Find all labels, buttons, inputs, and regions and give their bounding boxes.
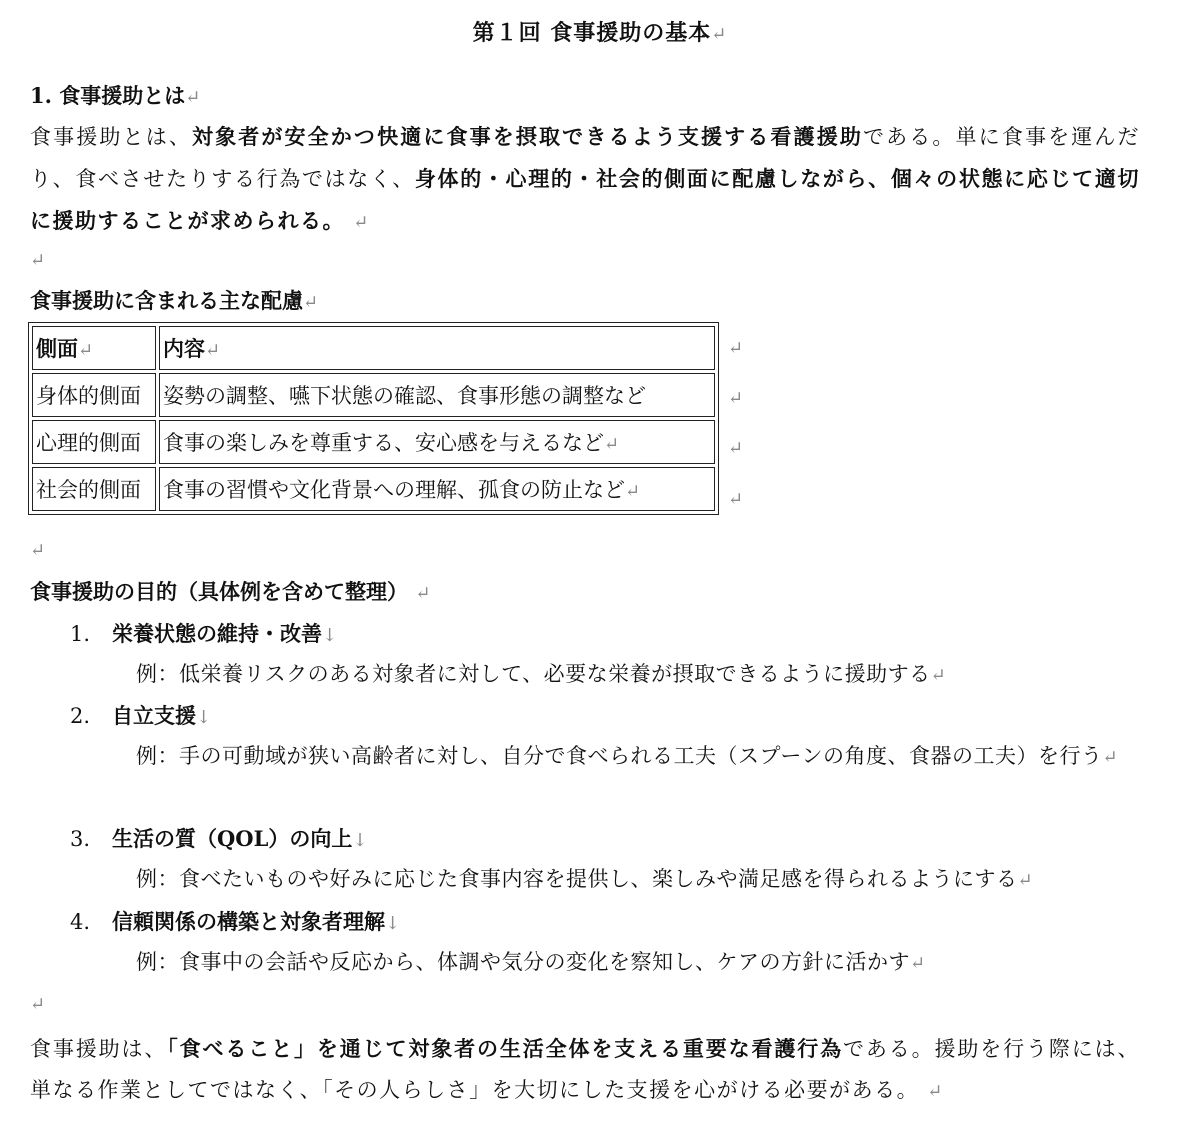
section-heading: 1. 食事援助とは↵ bbox=[30, 83, 201, 108]
empty-paragraph: ↵ bbox=[30, 540, 46, 561]
table-cell-content: 食事の楽しみを尊重する、安心感を与えるなど↵ bbox=[159, 420, 715, 464]
table-cell-content: 食事の習慣や文化背景への理解、孤食の防止など↵ bbox=[159, 467, 715, 511]
list-item-example: 例：食べたいものや好みに応じた食事内容を提供し、楽しみや満足感を得られるようにする↵ bbox=[136, 867, 1034, 891]
paragraph-mark: ↵ bbox=[711, 24, 728, 45]
purposes-heading: 食事援助の目的（具体例を含めて整理） ↵ bbox=[30, 579, 431, 604]
conclusion-paragraph: 食事援助は、「食べること」を通じて対象者の生活全体を支える重要な看護行為である。援助を行う際には、単なる作業としてではなく、「その人らしさ」を大切にした支援を心がける必要がある。 ↵ bbox=[30, 1036, 1140, 1102]
empty-paragraph: ↵ bbox=[30, 994, 46, 1015]
paragraph-mark: ↵ bbox=[927, 1081, 944, 1102]
table-row bbox=[32, 420, 715, 464]
table-header-cell: 側面↵ bbox=[32, 326, 156, 370]
considerations-table bbox=[28, 322, 719, 515]
list-item: 2. 自立支援↓ bbox=[70, 703, 212, 728]
considerations-heading: 食事援助に含まれる主な配慮↵ bbox=[30, 288, 319, 313]
list-item-example: 例：低栄養リスクのある対象者に対して、必要な栄養が摂取できるように援助する↵ bbox=[136, 662, 947, 686]
table-row bbox=[32, 373, 715, 417]
intro-paragraph: 食事援助とは、対象者が安全かつ快適に食事を摂取できるよう支援する看護援助である。単に食事を運んだり、食べさせたりする行為ではなく、身体的・心理的・社会的側面に配慮しながら、個々の状態に応じて適切に援助することが求められる。 ↵ bbox=[30, 124, 1141, 233]
table-cell-aspect: 社会的側面 bbox=[32, 467, 156, 511]
paragraph-mark: ↵ bbox=[303, 292, 319, 313]
list-item-example: 例：手の可動域が狭い高齢者に対し、自分で食べられる工夫（スプーンの角度、食器の工夫）を行う↵ bbox=[136, 744, 1119, 768]
empty-paragraph: ↵ bbox=[30, 250, 46, 271]
list-item: 3. 生活の質（QOL）の向上↓ bbox=[70, 826, 368, 851]
paragraph-mark: ↵ bbox=[353, 212, 370, 233]
row-end-mark: ↵ bbox=[728, 388, 744, 409]
table-row bbox=[32, 467, 715, 511]
row-end-mark: ↵ bbox=[728, 489, 744, 510]
paragraph-mark: ↵ bbox=[185, 87, 201, 108]
table-cell-content: 姿勢の調整、嚥下状態の確認、食事形態の調整など bbox=[159, 373, 715, 417]
table-cell-aspect: 身体的側面 bbox=[32, 373, 156, 417]
table-header-cell: 内容↵ bbox=[159, 326, 715, 370]
document-title: 第１回 食事援助の基本↵ bbox=[472, 20, 728, 46]
table-header-row bbox=[32, 326, 715, 370]
list-item: 1. 栄養状態の維持・改善↓ bbox=[70, 621, 338, 646]
row-end-mark: ↵ bbox=[728, 338, 744, 359]
paragraph-mark: ↵ bbox=[415, 583, 431, 604]
row-end-mark: ↵ bbox=[728, 438, 744, 459]
table-cell-aspect: 心理的側面 bbox=[32, 420, 156, 464]
list-item: 4. 信頼関係の構築と対象者理解↓ bbox=[70, 909, 401, 934]
list-item-example: 例：食事中の会話や反応から、体調や気分の変化を察知し、ケアの方針に活かす↵ bbox=[136, 950, 926, 974]
